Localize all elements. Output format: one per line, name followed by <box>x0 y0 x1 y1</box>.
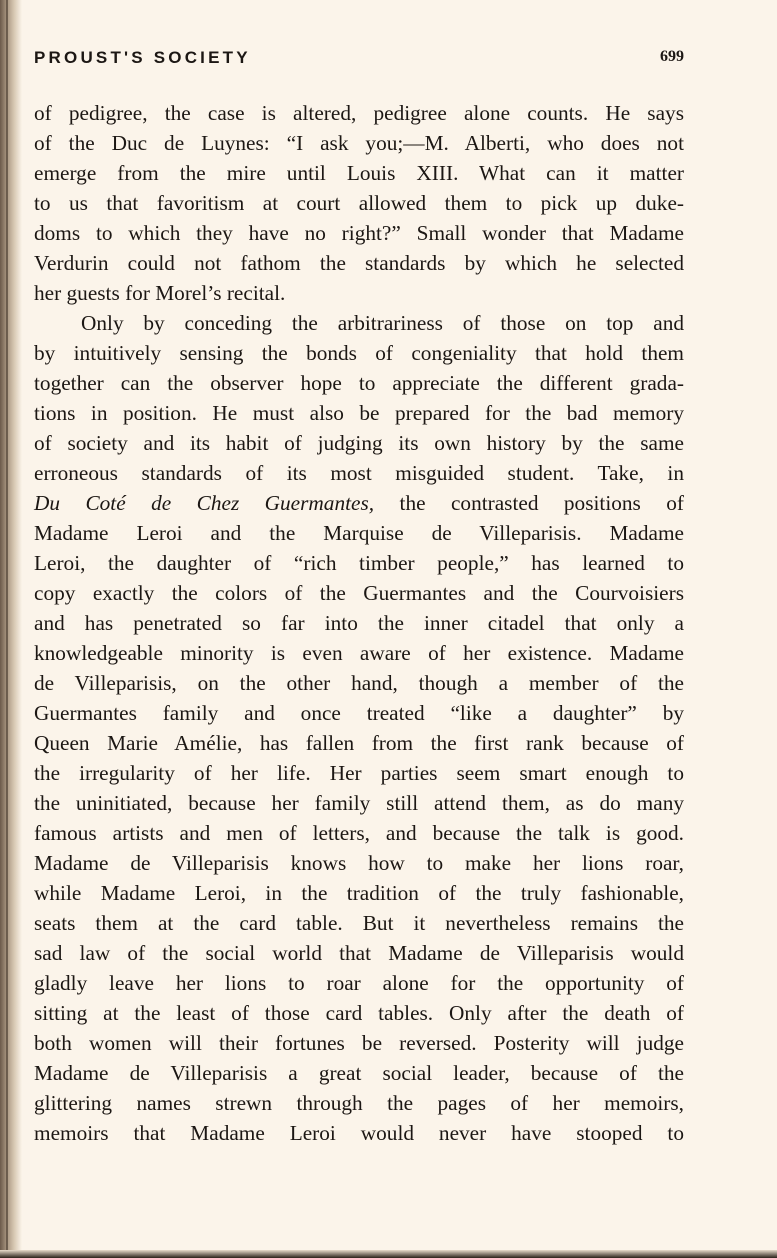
text-line: doms to which they have no right?” Small wonder that Madame <box>34 221 684 245</box>
text-line: tions in position. He must also be prepared for the bad memory <box>34 401 684 425</box>
text-line-with-title <box>34 488 684 518</box>
running-title: PROUST'S SOCIETY <box>34 48 251 67</box>
body-text <box>34 98 684 1148</box>
text-line: gladly leave her lions to roar alone for the opportunity of <box>34 971 684 995</box>
text-line: her guests for Morel’s recital. <box>34 281 286 305</box>
running-header <box>34 48 684 70</box>
paragraph-first-line: Only by conceding the arbitrariness of those on top and <box>81 311 684 335</box>
book-spine-shadow <box>0 0 22 1258</box>
text-line: to us that favoritism at court allowed them to pick up duke- <box>34 191 684 215</box>
text-line: Queen Marie Amélie, has fallen from the first rank because of <box>34 731 684 755</box>
text-line: Verdurin could not fathom the standards by which he selected <box>34 251 684 275</box>
text-line: memoirs that Madame Leroi would never have stooped to <box>34 1121 684 1145</box>
book-title: Du Coté de Chez Guermantes, <box>34 491 375 515</box>
text-line: by intuitively sensing the bonds of congeniality that hold them <box>34 341 684 365</box>
text-line: emerge from the mire until Louis XIII. What can it matter <box>34 161 684 185</box>
text-line: Madame de Villeparisis knows how to make her lions roar, <box>34 851 684 875</box>
gutter-line <box>6 0 8 1258</box>
text-line: both women will their fortunes be reversed. Posterity will judge <box>34 1031 684 1055</box>
text-line: together can the observer hope to appreciate the different grada- <box>34 371 684 395</box>
text-line: famous artists and men of letters, and because the talk is good. <box>34 821 684 845</box>
text-line: copy exactly the colors of the Guermantes and the Courvoisiers <box>34 581 684 605</box>
text-line: of the Duc de Luynes: “I ask you;—M. Alberti, who does not <box>34 131 684 155</box>
page-number: 699 <box>660 48 684 65</box>
text-line: and has penetrated so far into the inner citadel that only a <box>34 611 684 635</box>
text-line: of pedigree, the case is altered, pedigree alone counts. He says <box>34 101 684 125</box>
text-line: sad law of the social world that Madame de Villeparisis would <box>34 941 684 965</box>
text-line-rest: the contrasted positions of <box>374 491 685 515</box>
text-line: knowledgeable minority is even aware of her existence. Madame <box>34 641 684 665</box>
text-line: Madame Leroi and the Marquise de Villeparisis. Madame <box>34 521 684 545</box>
text-line: seats them at the card table. But it nevertheless remains the <box>34 911 684 935</box>
text-line: erroneous standards of its most misguided student. Take, in <box>34 461 684 485</box>
text-line: sitting at the least of those card tables. Only after the death of <box>34 1001 684 1025</box>
text-line: glittering names strewn through the pages of her memoirs, <box>34 1091 684 1115</box>
text-line: the irregularity of her life. Her parties seem smart enough to <box>34 761 684 785</box>
text-line: while Madame Leroi, in the tradition of the truly fashionable, <box>34 881 684 905</box>
text-line: of society and its habit of judging its own history by the same <box>34 431 684 455</box>
text-line: Madame de Villeparisis a great social leader, because of the <box>34 1061 684 1085</box>
text-line: de Villeparisis, on the other hand, though a member of the <box>34 671 684 695</box>
text-line: Guermantes family and once treated “like a daughter” by <box>34 701 684 725</box>
page-bottom-edge <box>0 1250 777 1258</box>
text-line: Leroi, the daughter of “rich timber people,” has learned to <box>34 551 684 575</box>
text-line: the uninitiated, because her family still attend them, as do many <box>34 791 684 815</box>
